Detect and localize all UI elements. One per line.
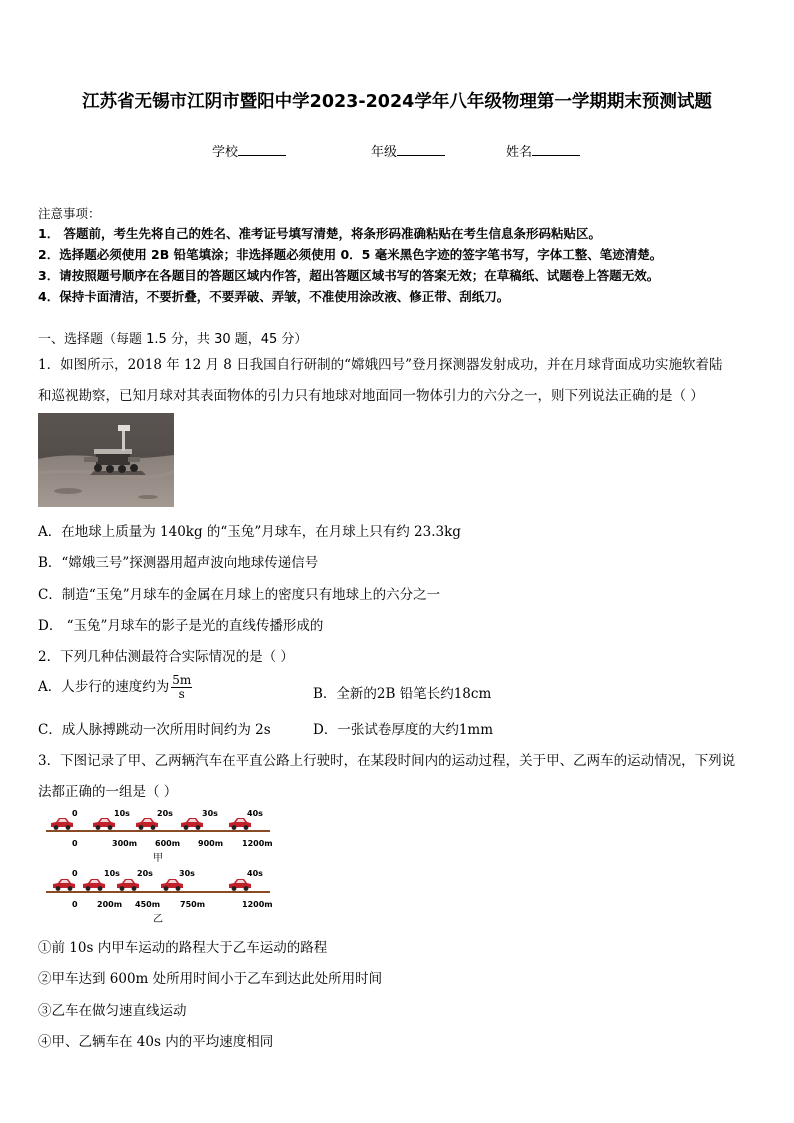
q2-option-a-text: A．人步行的速度约为 (38, 679, 170, 695)
car-icon (93, 818, 115, 830)
car-icon (51, 818, 73, 830)
car-icon (229, 879, 251, 891)
section-heading: 一、选择题（每题 1.5 分，共 30 题，45 分） (38, 332, 308, 347)
car-icon (53, 879, 75, 891)
yi-distances (72, 900, 273, 909)
page-title: 江苏省无锡市江阴市暨阳中学2023-2024学年八年级物理第一学期期末预测试题 (82, 92, 712, 112)
yi-time-label: 0 (72, 869, 78, 878)
yi-label: 乙 (153, 914, 163, 924)
q1-option-b: B．“嫦娥三号”探测器用超声波向地球传递信号 (38, 555, 319, 571)
yi-distance-label: 750m (180, 900, 206, 909)
notice-item: 1． 答题前，考生先将自己的姓名、准考证号填写清楚，将条形码准确粘贴在考生信息条形码粘贴区。 (38, 226, 602, 241)
q3-statement-3: ③乙车在做匀速直线运动 (38, 1003, 187, 1019)
notice-heading: 注意事项： (38, 206, 101, 221)
notice-item: 2．选择题必须使用 2B 铅笔填涂；非选择题必须使用 0．5 毫米黑色字迹的签字笔书写，字体工整、笔迹清楚。 (38, 247, 663, 262)
q3-statement-4: ④甲、乙辆车在 40s 内的平均速度相同 (38, 1034, 274, 1050)
yi-distance-label: 0 (72, 900, 78, 909)
jia-time-label: 10s (114, 809, 130, 818)
grade-label: 年级 (371, 145, 398, 160)
jia-distance-label: 600m (155, 839, 181, 848)
lunar-rover-photo (38, 413, 174, 507)
q3-stem-line2: 法都正确的一组是（ ） (38, 784, 178, 800)
q2-option-b: B．全新的2B 铅笔长约18cm (313, 686, 492, 702)
school-field (212, 141, 286, 160)
jia-label: 甲 (153, 853, 163, 864)
name-label: 姓名 (506, 145, 533, 160)
yi-distance-label: 450m (135, 900, 161, 909)
yi-time-label: 10s (104, 869, 120, 878)
car-icon (229, 818, 251, 830)
car-icon (83, 879, 105, 891)
q1-option-d: D． “玉兔”月球车的影子是光的直线传播形成的 (38, 618, 324, 634)
car-motion-diagram (44, 806, 276, 924)
school-blank (238, 144, 286, 156)
school-label: 学校 (212, 145, 239, 160)
q1-option-c: C．制造“玉兔”月球车的金属在月球上的密度只有地球上的六分之一 (38, 587, 441, 603)
speed-fraction (171, 674, 192, 701)
yi-time-label: 40s (247, 869, 263, 878)
name-field (506, 141, 580, 160)
fraction-denominator: s (178, 687, 185, 701)
jia-distance-label: 0 (72, 839, 78, 848)
yi-time-label: 20s (137, 869, 153, 878)
q2-option-a (38, 674, 194, 701)
name-blank (532, 144, 580, 156)
grade-blank (397, 144, 445, 156)
jia-distance-label: 900m (198, 839, 224, 848)
jia-distance-label: 1200m (242, 839, 273, 848)
car-icon (136, 818, 158, 830)
yi-cars (53, 879, 251, 891)
q1-stem-line2: 和巡视勘察，已知月球对其表面物体的引力只有地球对地面同一物体引力的六分之一，则下列说法正确的是（ ） (38, 388, 704, 404)
q3-stem-line1: 3．下图记录了甲、乙两辆汽车在平直公路上行驶时，在某段时间内的运动过程，关于甲、乙两车的运动情况，下列说 (38, 753, 736, 769)
jia-time-label: 0 (72, 809, 78, 818)
notice-item: 3．请按照题号顺序在各题目的答题区域内作答，超出答题区域书写的答案无效；在草稿纸、试题卷上答题无效。 (38, 268, 660, 283)
q1-option-a: A．在地球上质量为 140kg 的“玉兔”月球车，在月球上只有约 23.3kg (38, 524, 461, 540)
q2-option-d: D．一张试卷厚度的大约1mm (313, 722, 494, 738)
jia-distance-label: 300m (112, 839, 138, 848)
yi-distance-label: 200m (97, 900, 123, 909)
car-icon (117, 879, 139, 891)
jia-cars (51, 818, 251, 830)
q3-statement-1: ①前 10s 内甲车运动的路程大于乙车运动的路程 (38, 940, 328, 956)
notice-item: 4．保持卡面清洁，不要折叠，不要弄破、弄皱，不准使用涂改液、修正带、刮纸刀。 (38, 289, 510, 304)
jia-time-label: 40s (247, 809, 263, 818)
q2-option-c: C．成人脉搏跳动一次所用时间约为 2s (38, 722, 271, 738)
yi-distance-label: 1200m (242, 900, 273, 909)
jia-times (72, 809, 263, 818)
car-icon (161, 879, 183, 891)
jia-distances (72, 839, 273, 848)
yi-time-label: 30s (179, 869, 195, 878)
grade-field (371, 141, 445, 160)
q1-stem-line1: 1．如图所示，2018 年 12 月 8 日我国自行研制的“嫦娥四号”登月探测器发射成功，并在月球背面成功实施软着陆 (38, 357, 723, 373)
yi-times (72, 869, 263, 878)
jia-time-label: 20s (157, 809, 173, 818)
q3-statement-2: ②甲车达到 600m 处所用时间小于乙车到达此处所用时间 (38, 971, 383, 987)
fraction-numerator: 5m (172, 673, 192, 687)
jia-time-label: 30s (202, 809, 218, 818)
car-icon (181, 818, 203, 830)
q2-stem: 2．下列几种估测最符合实际情况的是（ ） (38, 649, 294, 665)
